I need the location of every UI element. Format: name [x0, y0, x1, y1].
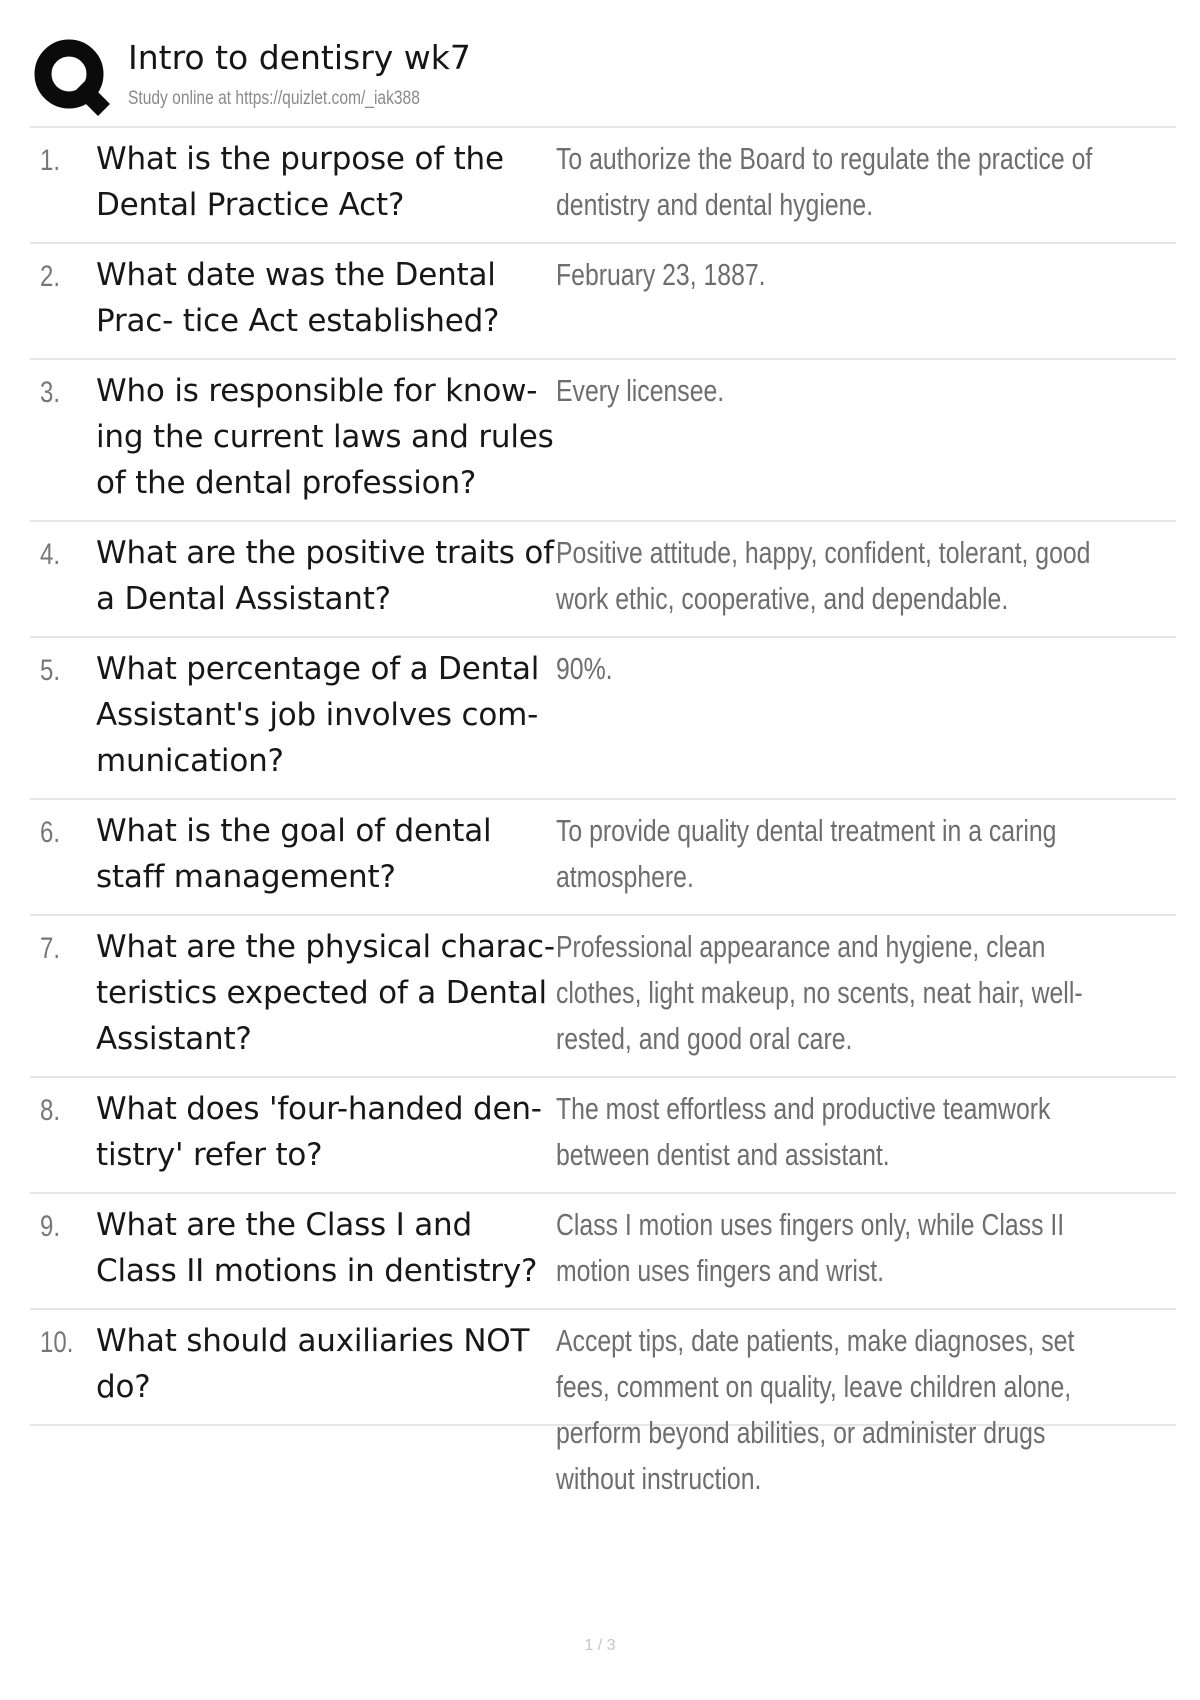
card-number: 8.	[40, 1094, 61, 1127]
card-term: What is the goal of dental staff management?	[96, 813, 492, 895]
page-indicator: 1 / 3	[584, 1637, 616, 1654]
flashcard-row	[30, 1078, 1176, 1194]
card-definition: To authorize the Board to regulate the practice of dentistry and dental hygiene.	[556, 141, 1093, 222]
card-term: What does 'four-handed den- tistry' refer to?	[96, 1091, 542, 1173]
flashcard-row	[30, 360, 1176, 522]
card-definition: The most effortless and productive teamwork between dentist and assistant.	[556, 1091, 1051, 1172]
card-definition: Accept tips, date patients, make diagnoses, set fees, comment on quality, leave children alone, perform beyond abilities, or administer drugs without instruction.	[556, 1323, 1075, 1496]
card-term: What percentage of a Dental Assistant's job involves com- munication?	[96, 651, 540, 779]
document-title: Intro to dentisry wk7	[128, 38, 471, 77]
card-definition: 90%.	[556, 651, 613, 686]
card-number: 2.	[40, 260, 61, 293]
study-online-link[interactable]: Study online at https://quizlet.com/_iak388	[128, 88, 420, 109]
document-header	[32, 32, 1172, 122]
card-number: 1.	[40, 144, 61, 177]
card-number: 6.	[40, 816, 61, 849]
card-number: 10.	[40, 1326, 74, 1359]
card-definition: To provide quality dental treatment in a caring atmosphere.	[556, 813, 1057, 894]
flashcard-row	[30, 1310, 1176, 1496]
card-definition: Positive attitude, happy, confident, tolerant, good work ethic, cooperative, and dependable.	[556, 535, 1091, 616]
flashcard-row	[30, 1194, 1176, 1310]
flashcard-row	[30, 916, 1176, 1078]
flashcard-row	[30, 244, 1176, 360]
card-term: What are the positive traits of a Dental Assistant?	[96, 535, 554, 617]
card-term: What date was the Dental Prac- tice Act established?	[96, 257, 500, 339]
card-term: What are the Class I and Class II motions in dentistry?	[96, 1207, 538, 1289]
quizlet-logo-icon	[32, 36, 112, 116]
card-definition: February 23, 1887.	[556, 257, 766, 292]
flashcard-list	[30, 126, 1176, 1496]
card-term: What is the purpose of the Dental Practice Act?	[96, 141, 504, 223]
flashcard-row	[30, 638, 1176, 800]
card-term: What should auxiliaries NOT do?	[96, 1323, 530, 1405]
card-definition: Every licensee.	[556, 373, 725, 408]
card-number: 5.	[40, 654, 61, 687]
card-number: 7.	[40, 932, 61, 965]
card-term: What are the physical charac- teristics expected of a Dental Assistant?	[96, 929, 555, 1057]
card-number: 3.	[40, 376, 61, 409]
flashcard-row	[30, 126, 1176, 244]
card-definition: Professional appearance and hygiene, clean clothes, light makeup, no scents, neat hair, well-rested, and good oral care.	[556, 929, 1083, 1056]
card-term: Who is responsible for know- ing the current laws and rules of the dental profession?	[96, 373, 554, 501]
card-number: 4.	[40, 538, 61, 571]
flashcard-row	[30, 800, 1176, 916]
flashcard-row	[30, 522, 1176, 638]
card-definition: Class I motion uses fingers only, while Class II motion uses fingers and wrist.	[556, 1207, 1065, 1288]
card-number: 9.	[40, 1210, 61, 1243]
